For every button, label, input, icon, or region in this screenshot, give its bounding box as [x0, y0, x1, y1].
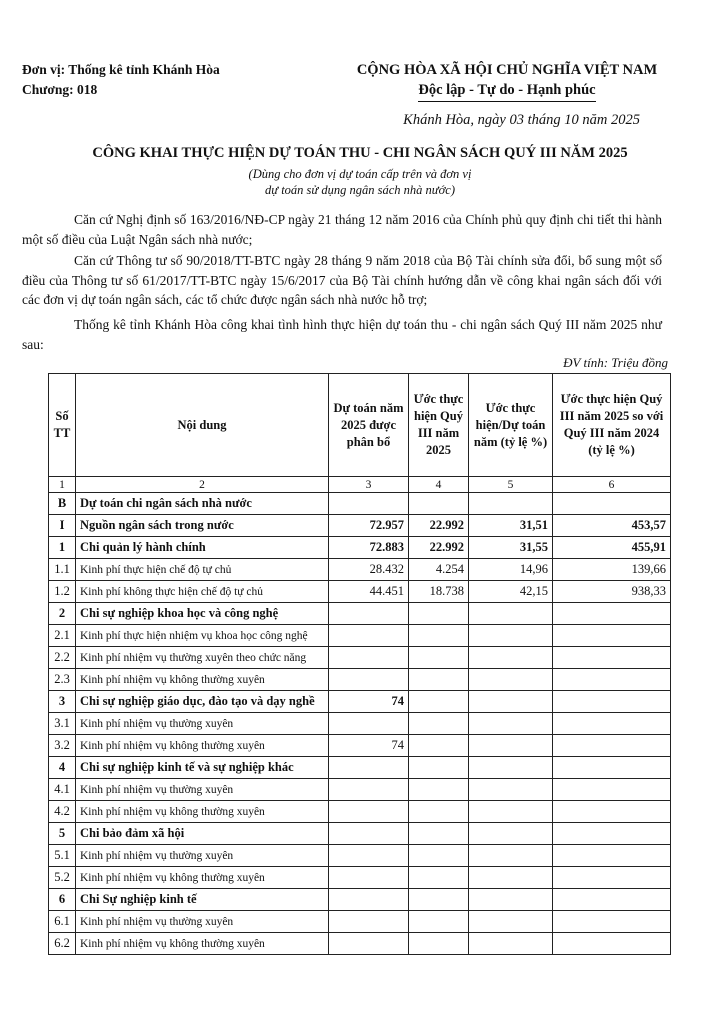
row-compare-cell — [553, 933, 671, 955]
row-stt-cell: 6.2 — [49, 933, 76, 955]
national-motto-wrap — [352, 80, 662, 102]
row-compare-cell — [553, 779, 671, 801]
table-row — [49, 757, 671, 779]
row-q3-cell — [409, 493, 469, 515]
row-ratio-cell: 14,96 — [469, 559, 553, 581]
row-ratio-cell — [469, 779, 553, 801]
row-content-cell: Kinh phí nhiệm vụ không thường xuyên — [76, 669, 329, 691]
row-ratio-cell — [469, 757, 553, 779]
index-cell: 6 — [553, 477, 671, 493]
row-q3-cell — [409, 691, 469, 713]
row-q3-cell — [409, 647, 469, 669]
row-ratio-cell — [469, 713, 553, 735]
row-ratio-cell — [469, 691, 553, 713]
row-stt-cell: 1.1 — [49, 559, 76, 581]
table-row — [49, 625, 671, 647]
row-stt-cell: 3 — [49, 691, 76, 713]
row-estimate-cell — [329, 867, 409, 889]
row-q3-cell: 22.992 — [409, 515, 469, 537]
table-row — [49, 493, 671, 515]
index-cell: 3 — [329, 477, 409, 493]
row-ratio-cell — [469, 625, 553, 647]
row-q3-cell — [409, 889, 469, 911]
row-ratio-cell — [469, 867, 553, 889]
row-compare-cell — [553, 669, 671, 691]
table-row — [49, 779, 671, 801]
row-estimate-cell: 72.957 — [329, 515, 409, 537]
row-compare-cell — [553, 493, 671, 515]
row-content-cell: Kinh phí nhiệm vụ không thường xuyên — [76, 867, 329, 889]
table-body — [49, 493, 671, 955]
row-estimate-cell: 74 — [329, 735, 409, 757]
header-stt: Số TT — [49, 374, 76, 477]
table-row — [49, 537, 671, 559]
row-ratio-cell: 42,15 — [469, 581, 553, 603]
row-q3-cell — [409, 713, 469, 735]
table-row — [49, 559, 671, 581]
row-compare-cell: 455,91 — [553, 537, 671, 559]
row-q3-cell — [409, 933, 469, 955]
row-stt-cell: 2 — [49, 603, 76, 625]
row-ratio-cell — [469, 823, 553, 845]
table-row — [49, 515, 671, 537]
table-row — [49, 911, 671, 933]
row-compare-cell — [553, 867, 671, 889]
row-stt-cell: 6 — [49, 889, 76, 911]
table-row — [49, 691, 671, 713]
currency-unit-note: ĐV tính: Triệu đồng — [563, 355, 668, 370]
row-q3-cell — [409, 911, 469, 933]
row-stt-cell: 4.1 — [49, 779, 76, 801]
table-index-row — [49, 477, 671, 493]
row-ratio-cell: 31,55 — [469, 537, 553, 559]
header-ratio: Ước thực hiện/Dự toán năm (tỷ lệ %) — [469, 374, 553, 477]
header-q3: Ước thực hiện Quý III năm 2025 — [409, 374, 469, 477]
national-title: CỘNG HÒA XÃ HỘI CHỦ NGHĨA VIỆT NAM — [356, 62, 658, 78]
national-motto: Độc lập - Tự do - Hạnh phúc — [418, 80, 595, 102]
row-stt-cell: 2.2 — [49, 647, 76, 669]
row-content-cell: Kinh phí nhiệm vụ không thường xuyên — [76, 933, 329, 955]
row-ratio-cell — [469, 801, 553, 823]
row-q3-cell: 18.738 — [409, 581, 469, 603]
row-compare-cell — [553, 801, 671, 823]
table-row — [49, 603, 671, 625]
table-row — [49, 713, 671, 735]
paragraph-legal-basis-2: Căn cứ Thông tư số 90/2018/TT-BTC ngày 28 tháng 9 năm 2018 của Bộ Tài chính sửa đổi, bổ sung một số điều của Thông tư số 61/2017/TT-BTC ngày 15/6/2017 của Bộ Tài chính hướng dẫn về công khai ngân sách đối với các đơn vị dự toán ngân sách, các tổ chức được ngân sách nhà nước hỗ trợ; — [22, 253, 662, 307]
row-compare-cell — [553, 691, 671, 713]
row-content-cell: Kinh phí nhiệm vụ thường xuyên — [76, 845, 329, 867]
row-q3-cell — [409, 823, 469, 845]
row-estimate-cell — [329, 801, 409, 823]
row-stt-cell: 3.1 — [49, 713, 76, 735]
row-compare-cell — [553, 889, 671, 911]
row-q3-cell — [409, 845, 469, 867]
row-stt-cell: 5.1 — [49, 845, 76, 867]
table-row — [49, 867, 671, 889]
row-content-cell: Chi bảo đảm xã hội — [76, 823, 329, 845]
row-stt-cell: 4.2 — [49, 801, 76, 823]
row-estimate-cell — [329, 713, 409, 735]
row-ratio-cell — [469, 911, 553, 933]
issuer-unit: Đơn vị: Thống kê tỉnh Khánh Hòa — [22, 62, 220, 77]
row-content-cell: Chi sự nghiệp giáo dục, đào tạo và dạy nghề — [76, 691, 329, 713]
row-estimate-cell — [329, 757, 409, 779]
row-q3-cell — [409, 603, 469, 625]
table-header-row — [49, 374, 671, 477]
row-stt-cell: 1.2 — [49, 581, 76, 603]
issuer-block — [22, 60, 220, 100]
table-row — [49, 845, 671, 867]
table-row — [49, 933, 671, 955]
row-stt-cell: I — [49, 515, 76, 537]
row-estimate-cell: 74 — [329, 691, 409, 713]
row-content-cell: Kinh phí nhiệm vụ thường xuyên — [76, 911, 329, 933]
row-compare-cell: 453,57 — [553, 515, 671, 537]
row-compare-cell — [553, 647, 671, 669]
budget-table — [48, 373, 671, 955]
row-content-cell: Kinh phí nhiệm vụ không thường xuyên — [76, 801, 329, 823]
table-row — [49, 581, 671, 603]
row-estimate-cell — [329, 779, 409, 801]
row-q3-cell — [409, 801, 469, 823]
row-compare-cell — [553, 757, 671, 779]
row-compare-cell: 938,33 — [553, 581, 671, 603]
table-row — [49, 669, 671, 691]
row-ratio-cell — [469, 493, 553, 515]
row-content-cell: Nguồn ngân sách trong nước — [76, 515, 329, 537]
issuer-chapter: Chương: 018 — [22, 82, 98, 97]
row-ratio-cell — [469, 735, 553, 757]
row-q3-cell — [409, 625, 469, 647]
row-estimate-cell — [329, 823, 409, 845]
row-estimate-cell — [329, 625, 409, 647]
row-stt-cell: 4 — [49, 757, 76, 779]
row-compare-cell: 139,66 — [553, 559, 671, 581]
row-q3-cell — [409, 779, 469, 801]
row-stt-cell: 2.3 — [49, 669, 76, 691]
table-row — [49, 801, 671, 823]
table-row — [49, 647, 671, 669]
row-compare-cell — [553, 625, 671, 647]
row-content-cell: Chi Sự nghiệp kinh tế — [76, 889, 329, 911]
row-stt-cell: 1 — [49, 537, 76, 559]
row-stt-cell: 6.1 — [49, 911, 76, 933]
row-estimate-cell — [329, 845, 409, 867]
row-estimate-cell — [329, 647, 409, 669]
row-compare-cell — [553, 845, 671, 867]
row-q3-cell — [409, 757, 469, 779]
row-content-cell: Kinh phí nhiệm vụ không thường xuyên — [76, 735, 329, 757]
row-ratio-cell — [469, 933, 553, 955]
index-cell: 4 — [409, 477, 469, 493]
row-q3-cell — [409, 735, 469, 757]
row-compare-cell — [553, 735, 671, 757]
document-subtitle-2: dự toán sử dụng ngân sách nhà nước) — [265, 183, 455, 197]
row-content-cell: Kinh phí không thực hiện chế độ tự chủ — [76, 581, 329, 603]
row-ratio-cell — [469, 845, 553, 867]
document-title: CÔNG KHAI THỰC HIỆN DỰ TOÁN THU - CHI NGÂN SÁCH QUÝ III NĂM 2025 — [92, 145, 628, 161]
header-content: Nội dung — [76, 374, 329, 477]
row-compare-cell — [553, 911, 671, 933]
row-estimate-cell: 44.451 — [329, 581, 409, 603]
index-cell: 5 — [469, 477, 553, 493]
index-cell: 1 — [49, 477, 76, 493]
table-row — [49, 823, 671, 845]
row-estimate-cell — [329, 889, 409, 911]
document-subtitle-1: (Dùng cho đơn vị dự toán cấp trên và đơn vị — [248, 167, 472, 181]
row-estimate-cell — [329, 603, 409, 625]
row-content-cell: Chi sự nghiệp khoa học và công nghệ — [76, 603, 329, 625]
row-content-cell: Kinh phí thực hiện chế độ tự chủ — [76, 559, 329, 581]
row-estimate-cell — [329, 933, 409, 955]
row-content-cell: Kinh phí nhiệm vụ thường xuyên theo chức năng — [76, 647, 329, 669]
row-content-cell: Kinh phí nhiệm vụ thường xuyên — [76, 779, 329, 801]
row-estimate-cell — [329, 493, 409, 515]
header-compare: Ước thực hiện Quý III năm 2025 so với Quý III năm 2024 (tỷ lệ %) — [553, 374, 671, 477]
row-content-cell: Kinh phí nhiệm vụ thường xuyên — [76, 713, 329, 735]
document-date: Khánh Hòa, ngày 03 tháng 10 năm 2025 — [403, 112, 640, 128]
row-q3-cell: 22.992 — [409, 537, 469, 559]
row-q3-cell — [409, 867, 469, 889]
row-compare-cell — [553, 603, 671, 625]
row-ratio-cell — [469, 603, 553, 625]
row-ratio-cell — [469, 669, 553, 691]
index-cell: 2 — [76, 477, 329, 493]
row-stt-cell: 5 — [49, 823, 76, 845]
row-ratio-cell: 31,51 — [469, 515, 553, 537]
row-compare-cell — [553, 713, 671, 735]
row-q3-cell: 4.254 — [409, 559, 469, 581]
table-row — [49, 735, 671, 757]
row-content-cell: Chi sự nghiệp kinh tế và sự nghiệp khác — [76, 757, 329, 779]
header-estimate: Dự toán năm 2025 được phân bổ — [329, 374, 409, 477]
row-content-cell: Chi quản lý hành chính — [76, 537, 329, 559]
row-stt-cell: B — [49, 493, 76, 515]
table-row — [49, 889, 671, 911]
row-ratio-cell — [469, 647, 553, 669]
row-content-cell: Kinh phí thực hiện nhiệm vụ khoa học công nghệ — [76, 625, 329, 647]
row-content-cell: Dự toán chi ngân sách nhà nước — [76, 493, 329, 515]
row-q3-cell — [409, 669, 469, 691]
row-ratio-cell — [469, 889, 553, 911]
row-stt-cell: 5.2 — [49, 867, 76, 889]
row-stt-cell: 3.2 — [49, 735, 76, 757]
row-stt-cell: 2.1 — [49, 625, 76, 647]
row-estimate-cell: 72.883 — [329, 537, 409, 559]
row-estimate-cell — [329, 911, 409, 933]
row-estimate-cell: 28.432 — [329, 559, 409, 581]
row-compare-cell — [553, 823, 671, 845]
row-estimate-cell — [329, 669, 409, 691]
paragraph-announcement: Thống kê tỉnh Khánh Hòa công khai tình hình thực hiện dự toán thu - chi ngân sách Quý III năm 2025 như sau: — [22, 317, 662, 352]
paragraph-legal-basis-1: Căn cứ Nghị định số 163/2016/NĐ-CP ngày 21 tháng 12 năm 2016 của Chính phủ quy định chi tiết thi hành một số điều của Luật Ngân sách nhà nước; — [22, 212, 662, 247]
